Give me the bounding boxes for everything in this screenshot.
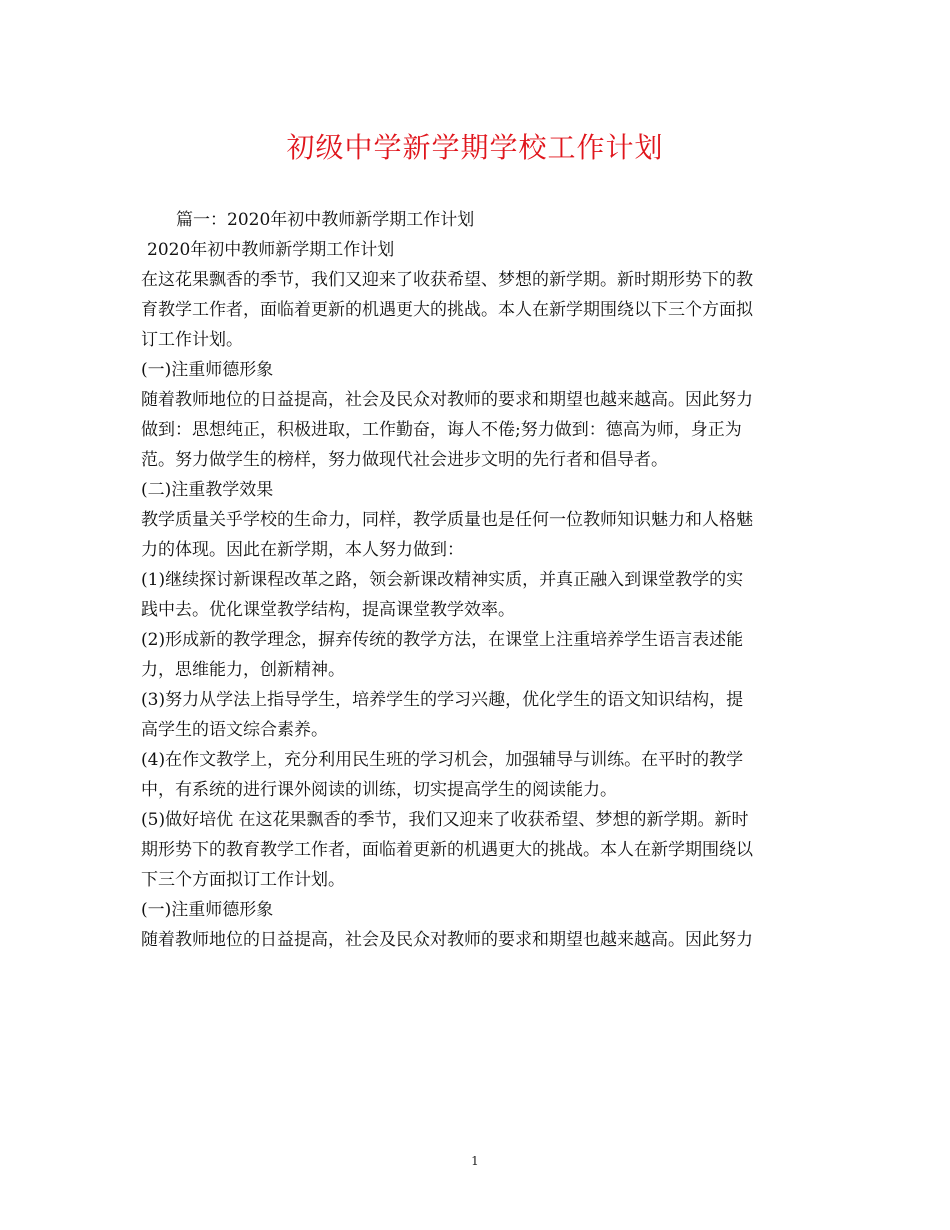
page-number: 1 [471,1154,479,1168]
section-heading: 篇一：2020年初中教师新学期工作计划 [176,210,475,230]
subtitle-line: 2020年初中教师新学期工作计划 [147,240,395,260]
body-line: 教学质量关乎学校的生命力，同样，教学质量也是任何一位教师知识魅力和人格魅 [141,510,753,530]
document-body [141,205,813,955]
body-line: 中，有系统的进行课外阅读的训练，切实提高学生的阅读能力。 [141,780,617,800]
body-line: (5)做好培优 在这花果飘香的季节，我们又迎来了收获希望、梦想的新学期。新时 [141,810,749,830]
body-line: 高学生的语文综合素养。 [141,720,328,740]
heading-line: (一)注重师德形象 [141,900,274,920]
body-line: 随着教师地位的日益提高，社会及民众对教师的要求和期望也越来越高。因此努力 [141,930,753,950]
document-title: 初级中学新学期学校工作计划 [286,131,664,164]
heading-line: (一)注重师德形象 [141,360,274,380]
body-line: 随着教师地位的日益提高，社会及民众对教师的要求和期望也越来越高。因此努力 [141,390,753,410]
body-line: 育教学工作者，面临着更新的机遇更大的挑战。本人在新学期围绕以下三个方面拟 [141,300,753,320]
body-line: (2)形成新的教学理念，摒弃传统的教学方法，在课堂上注重培养学生语言表述能 [141,630,744,650]
body-line: 订工作计划。 [141,330,243,350]
body-line: 下三个方面拟订工作计划。 [141,870,345,890]
body-line: (4)在作文教学上，充分利用民生班的学习机会，加强辅导与训练。在平时的教学 [141,750,744,770]
body-line: 做到：思想纯正，积极进取，工作勤奋，诲人不倦;努力做到：德高为师，身正为 [141,420,742,440]
body-line: (1)继续探讨新课程改革之路，领会新课改精神实质，并真正融入到课堂教学的实 [141,570,744,590]
heading-line: (二)注重教学效果 [141,480,274,500]
body-line: 力，思维能力，创新精神。 [141,660,345,680]
body-line: (3)努力从学法上指导学生，培养学生的学习兴趣，优化学生的语文知识结构，提 [141,690,744,710]
body-line: 范。努力做学生的榜样，努力做现代社会进步文明的先行者和倡导者。 [141,450,668,470]
body-line: 力的体现。因此在新学期，本人努力做到： [141,540,464,560]
body-line: 期形势下的教育教学工作者，面临着更新的机遇更大的挑战。本人在新学期围绕以 [141,840,753,860]
body-line: 在这花果飘香的季节，我们又迎来了收获希望、梦想的新学期。新时期形势下的教 [141,270,753,290]
body-line: 践中去。优化课堂教学结构，提高课堂教学效率。 [141,600,515,620]
